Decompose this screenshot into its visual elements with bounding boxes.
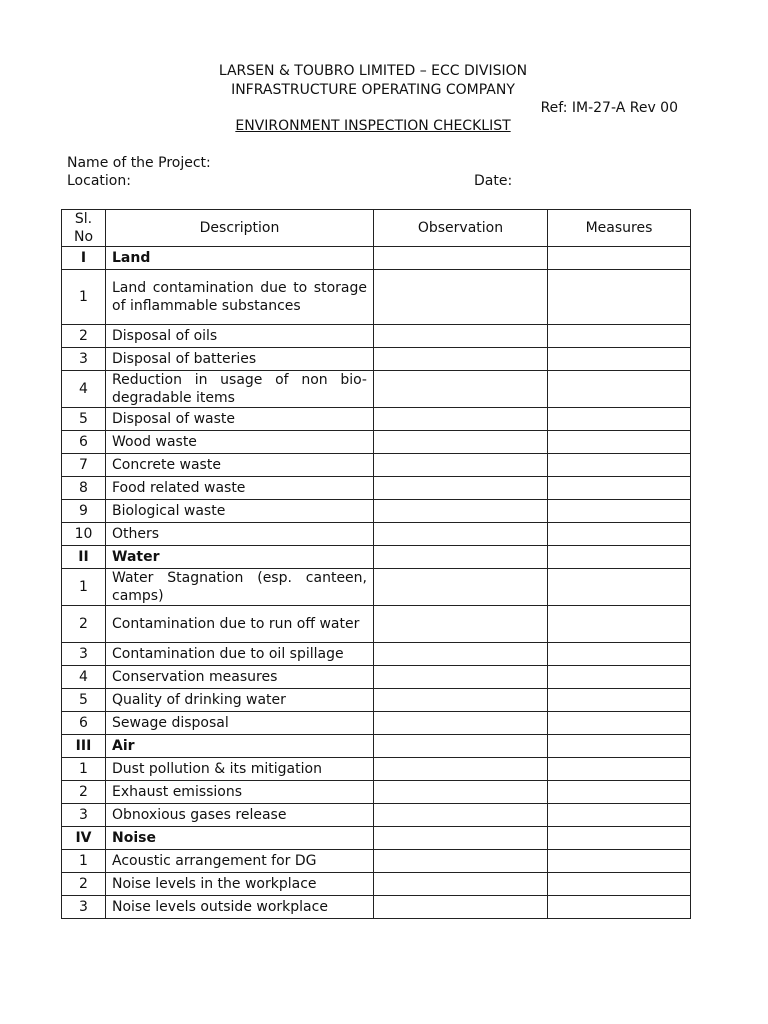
section-title: Air bbox=[106, 735, 374, 758]
table-row bbox=[62, 850, 691, 873]
row-description: Contamination due to oil spillage bbox=[106, 643, 374, 666]
table-row bbox=[62, 270, 691, 325]
row-number: 8 bbox=[62, 477, 106, 500]
project-name-label: Name of the Project: bbox=[67, 155, 211, 171]
measures-cell[interactable] bbox=[548, 270, 691, 325]
observation-cell[interactable] bbox=[374, 666, 548, 689]
observation-cell[interactable] bbox=[374, 781, 548, 804]
table-row bbox=[62, 431, 691, 454]
row-description: Concrete waste bbox=[106, 454, 374, 477]
row-description: Land contamination due to storage of inflammable substances bbox=[106, 270, 374, 325]
row-number: 2 bbox=[62, 781, 106, 804]
header-description: Description bbox=[106, 210, 374, 247]
row-number: 3 bbox=[62, 643, 106, 666]
observation-cell[interactable] bbox=[374, 247, 548, 270]
row-description: Sewage disposal bbox=[106, 712, 374, 735]
table-row bbox=[62, 712, 691, 735]
measures-cell[interactable] bbox=[548, 850, 691, 873]
table-row bbox=[62, 454, 691, 477]
observation-cell[interactable] bbox=[374, 348, 548, 371]
measures-cell[interactable] bbox=[548, 827, 691, 850]
table-row bbox=[62, 643, 691, 666]
row-description: Dust pollution & its mitigation bbox=[106, 758, 374, 781]
observation-cell[interactable] bbox=[374, 477, 548, 500]
row-number: IV bbox=[62, 827, 106, 850]
measures-cell[interactable] bbox=[548, 569, 691, 606]
measures-cell[interactable] bbox=[548, 735, 691, 758]
measures-cell[interactable] bbox=[548, 325, 691, 348]
row-description: Wood waste bbox=[106, 431, 374, 454]
row-description: Food related waste bbox=[106, 477, 374, 500]
measures-cell[interactable] bbox=[548, 431, 691, 454]
company-name: LARSEN & TOUBRO LIMITED – ECC DIVISION bbox=[218, 63, 528, 79]
row-description: Obnoxious gases release bbox=[106, 804, 374, 827]
division-name: INFRASTRUCTURE OPERATING COMPANY bbox=[231, 82, 515, 98]
observation-cell[interactable] bbox=[374, 500, 548, 523]
observation-cell[interactable] bbox=[374, 896, 548, 919]
row-description: Acoustic arrangement for DG bbox=[106, 850, 374, 873]
observation-cell[interactable] bbox=[374, 523, 548, 546]
row-number: 4 bbox=[62, 371, 106, 408]
section-row bbox=[62, 546, 691, 569]
row-number: I bbox=[62, 247, 106, 270]
measures-cell[interactable] bbox=[548, 546, 691, 569]
observation-cell[interactable] bbox=[374, 827, 548, 850]
section-row bbox=[62, 735, 691, 758]
measures-cell[interactable] bbox=[548, 500, 691, 523]
row-number: 3 bbox=[62, 804, 106, 827]
row-description: Others bbox=[106, 523, 374, 546]
row-number: 10 bbox=[62, 523, 106, 546]
observation-cell[interactable] bbox=[374, 431, 548, 454]
table-header-row bbox=[62, 210, 691, 247]
measures-cell[interactable] bbox=[548, 804, 691, 827]
section-row bbox=[62, 247, 691, 270]
table-row bbox=[62, 371, 691, 408]
row-number: 6 bbox=[62, 712, 106, 735]
table-row bbox=[62, 325, 691, 348]
table-row bbox=[62, 666, 691, 689]
measures-cell[interactable] bbox=[548, 477, 691, 500]
row-number: 1 bbox=[62, 270, 106, 325]
row-number: 5 bbox=[62, 408, 106, 431]
row-description: Disposal of batteries bbox=[106, 348, 374, 371]
observation-cell[interactable] bbox=[374, 873, 548, 896]
table-row bbox=[62, 348, 691, 371]
row-description: Noise levels in the workplace bbox=[106, 873, 374, 896]
document-reference: Ref: IM-27-A Rev 00 bbox=[540, 100, 678, 116]
measures-cell[interactable] bbox=[548, 371, 691, 408]
checklist-title-text: ENVIRONMENT INSPECTION CHECKLIST bbox=[235, 118, 511, 134]
row-description: Biological waste bbox=[106, 500, 374, 523]
row-number: 4 bbox=[62, 666, 106, 689]
observation-cell[interactable] bbox=[374, 689, 548, 712]
row-number: 3 bbox=[62, 896, 106, 919]
row-description: Exhaust emissions bbox=[106, 781, 374, 804]
header-sl-no-label: Sl. No bbox=[73, 211, 94, 245]
observation-cell[interactable] bbox=[374, 546, 548, 569]
observation-cell[interactable] bbox=[374, 569, 548, 606]
row-description: Noise levels outside workplace bbox=[106, 896, 374, 919]
measures-cell[interactable] bbox=[548, 454, 691, 477]
table-row bbox=[62, 500, 691, 523]
observation-cell[interactable] bbox=[374, 712, 548, 735]
observation-cell[interactable] bbox=[374, 454, 548, 477]
measures-cell[interactable] bbox=[548, 896, 691, 919]
measures-cell[interactable] bbox=[548, 643, 691, 666]
row-number: 6 bbox=[62, 431, 106, 454]
row-number: II bbox=[62, 546, 106, 569]
measures-cell[interactable] bbox=[548, 758, 691, 781]
location-label: Location: bbox=[67, 173, 131, 189]
measures-cell[interactable] bbox=[548, 247, 691, 270]
row-number: 2 bbox=[62, 873, 106, 896]
header-measures: Measures bbox=[548, 210, 691, 247]
table-row bbox=[62, 896, 691, 919]
observation-cell[interactable] bbox=[374, 735, 548, 758]
row-number: 9 bbox=[62, 500, 106, 523]
observation-cell[interactable] bbox=[374, 606, 548, 643]
row-number: 1 bbox=[62, 569, 106, 606]
row-number: 7 bbox=[62, 454, 106, 477]
table-row bbox=[62, 758, 691, 781]
header-sl-no bbox=[62, 210, 106, 247]
observation-cell[interactable] bbox=[374, 408, 548, 431]
row-description: Reduction in usage of non bio-degradable items bbox=[106, 371, 374, 408]
table-row bbox=[62, 523, 691, 546]
checklist-title bbox=[0, 118, 746, 134]
table-row bbox=[62, 606, 691, 643]
row-number: 2 bbox=[62, 606, 106, 643]
row-number: 3 bbox=[62, 348, 106, 371]
header-observation: Observation bbox=[374, 210, 548, 247]
row-number: 1 bbox=[62, 758, 106, 781]
row-description: Contamination due to run off water bbox=[106, 606, 374, 643]
inspection-checklist-table bbox=[61, 209, 691, 919]
measures-cell[interactable] bbox=[548, 348, 691, 371]
observation-cell[interactable] bbox=[374, 371, 548, 408]
observation-cell[interactable] bbox=[374, 325, 548, 348]
measures-cell[interactable] bbox=[548, 408, 691, 431]
section-row bbox=[62, 827, 691, 850]
measures-cell[interactable] bbox=[548, 666, 691, 689]
measures-cell[interactable] bbox=[548, 781, 691, 804]
table-row bbox=[62, 569, 691, 606]
table-row bbox=[62, 477, 691, 500]
observation-cell[interactable] bbox=[374, 850, 548, 873]
row-description: Disposal of oils bbox=[106, 325, 374, 348]
section-title: Water bbox=[106, 546, 374, 569]
row-number: III bbox=[62, 735, 106, 758]
measures-cell[interactable] bbox=[548, 606, 691, 643]
date-label: Date: bbox=[474, 173, 513, 189]
row-description: Water Stagnation (esp. canteen, camps) bbox=[106, 569, 374, 606]
row-number: 2 bbox=[62, 325, 106, 348]
table-row bbox=[62, 781, 691, 804]
table-row bbox=[62, 408, 691, 431]
row-description: Quality of drinking water bbox=[106, 689, 374, 712]
observation-cell[interactable] bbox=[374, 758, 548, 781]
row-number: 5 bbox=[62, 689, 106, 712]
table-row bbox=[62, 689, 691, 712]
row-description: Disposal of waste bbox=[106, 408, 374, 431]
observation-cell[interactable] bbox=[374, 270, 548, 325]
section-title: Noise bbox=[106, 827, 374, 850]
row-description: Conservation measures bbox=[106, 666, 374, 689]
measures-cell[interactable] bbox=[548, 523, 691, 546]
table-row bbox=[62, 873, 691, 896]
observation-cell[interactable] bbox=[374, 643, 548, 666]
table-row bbox=[62, 804, 691, 827]
row-number: 1 bbox=[62, 850, 106, 873]
measures-cell[interactable] bbox=[548, 873, 691, 896]
section-title: Land bbox=[106, 247, 374, 270]
observation-cell[interactable] bbox=[374, 804, 548, 827]
measures-cell[interactable] bbox=[548, 689, 691, 712]
measures-cell[interactable] bbox=[548, 712, 691, 735]
